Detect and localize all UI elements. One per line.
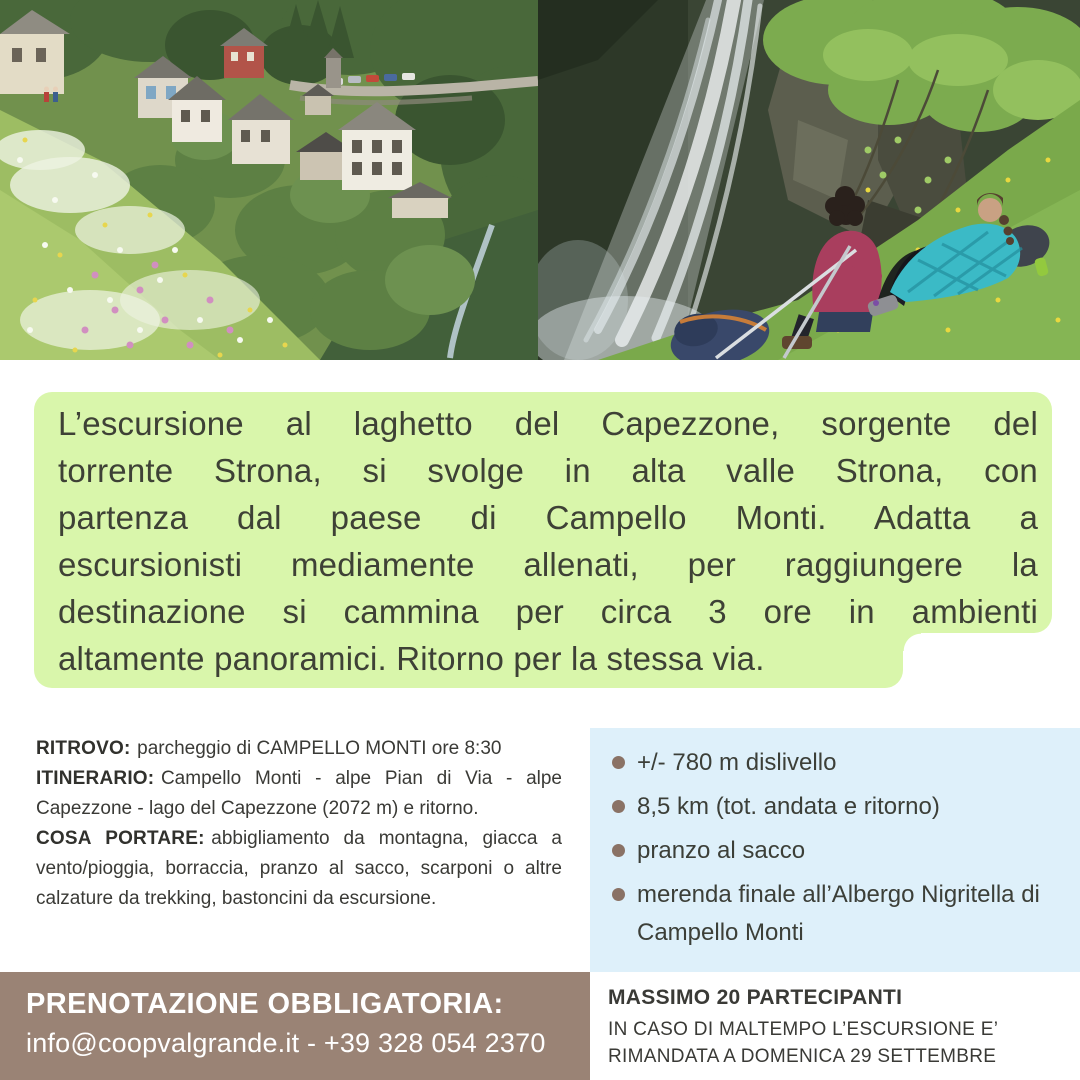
detail-text: Campello Monti - alpe Pian di Via - alpe Capezzone - lago del Capezzone (2072 m) e ritorno. [36,768,562,819]
highlight-text: +/- 780 m dislivello [637,749,837,776]
max-participants: MASSIMO 20 PARTECIPANTI [608,986,903,1009]
village-photo-art [0,0,538,360]
highlight-text: merenda finale all’Albergo Nigritella di Campello Monti [637,881,1040,946]
bullet-dot-icon [612,844,625,857]
list-item [612,876,1070,952]
bullet-dot-icon [612,888,625,901]
highlight-text: pranzo al sacco [637,837,806,864]
description-highlight [34,392,1052,688]
village-photo [0,0,538,360]
description-text [34,392,1052,682]
booking-bar [0,972,590,1080]
weather-note-line2: RIMANDATA A DOMENICA 29 SETTEMBRE [608,1046,997,1067]
list-item [612,744,1070,782]
list-item [612,832,1070,870]
detail-label: ITINERARIO: [36,768,155,789]
waterfall-photo-art [538,0,1080,360]
detail-label: COSA PORTARE: [36,828,205,849]
description-line: altamente panoramici. Ritorno per la stessa via. [58,640,765,677]
details-column [36,734,562,914]
bullet-dot-icon [612,756,625,769]
highlight-text: 8,5 km (tot. andata e ritorno) [637,793,940,820]
description-line: L’escursione al laghetto del Capezzone, sorgente del [58,405,1038,442]
booking-contact: info@coopvalgrande.it - +39 328 054 2370 [26,1028,546,1058]
detail-text: abbigliamento da montagna, giacca a vento/pioggia, borraccia, pranzo al sacco, scarponi o altre calzature da trekking, bastoncini da escursione. [36,828,562,909]
detail-label: RITROVO: [36,738,131,759]
description-line: escursionisti mediamente allenati, per raggiungere la [58,546,1038,583]
list-item [612,788,1070,826]
detail-ritrovo [36,734,562,764]
weather-note-line1: IN CASO DI MALTEMPO L’ESCURSIONE E’ [608,1019,999,1040]
highlights-panel [590,728,1080,972]
description-line: partenza dal paese di Campello Monti. Adatta a [58,499,1038,536]
bullet-dot-icon [612,800,625,813]
description-line: destinazione si cammina per circa 3 ore in ambienti [58,593,1038,630]
detail-cosa-portare [36,824,562,914]
waterfall-photo [538,0,1080,360]
description-line: torrente Strona, si svolge in alta valle Strona, con [58,452,1038,489]
booking-title: PRENOTAZIONE OBBLIGATORIA: [26,988,504,1020]
detail-itinerario [36,764,562,824]
photo-strip [0,0,1080,360]
detail-text: parcheggio di CAMPELLO MONTI ore 8:30 [137,738,502,759]
participants-note [590,972,1080,1080]
